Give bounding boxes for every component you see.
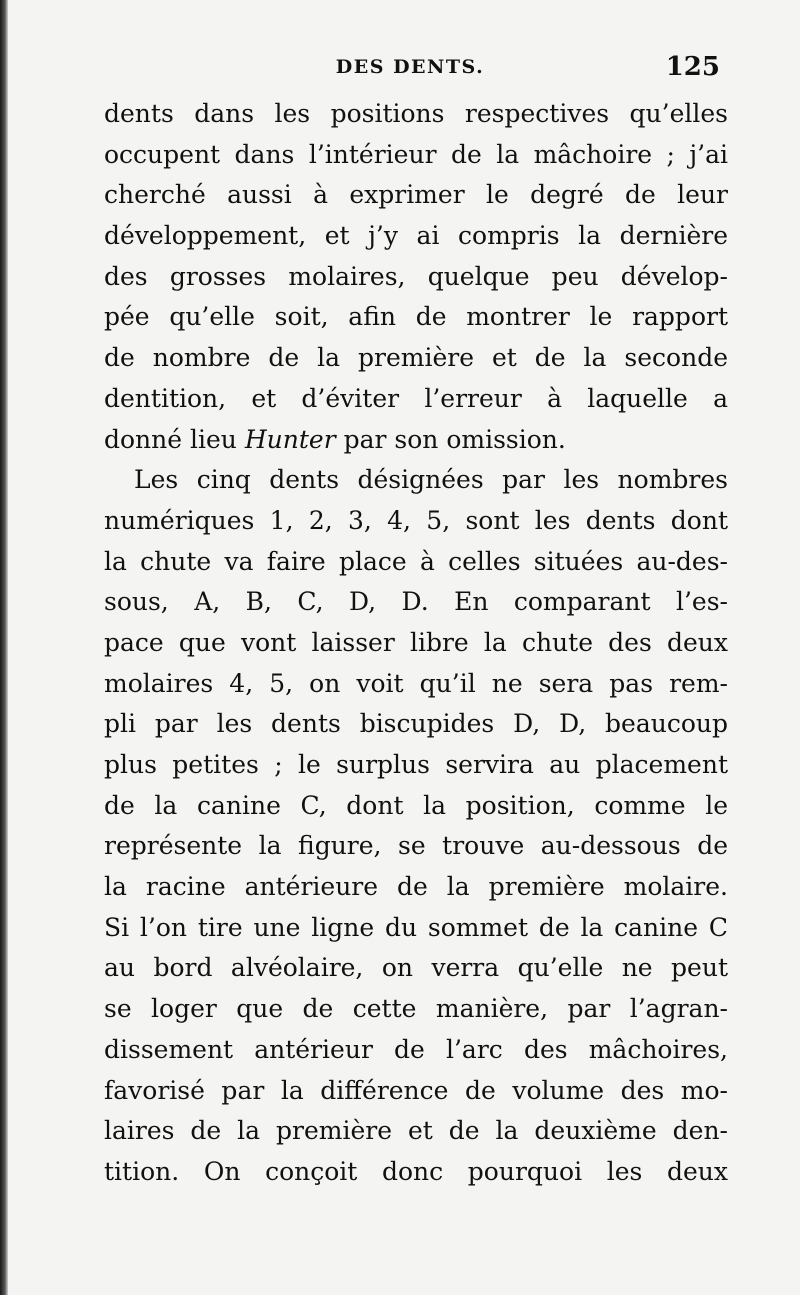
running-head: DES DENTS. [335, 56, 485, 78]
text-line: de la canine C, dont la position, comme le [104, 790, 728, 820]
text-line: favorisé par la différence de volume des mo- [104, 1075, 728, 1105]
text-line: tition. On conçoit donc pourquoi les deux [104, 1156, 728, 1186]
page-number: 125 [665, 52, 720, 82]
text-line: la racine antérieure de la première molaire. [104, 872, 728, 902]
text-line: occupent dans l’intérieur de la mâchoire ; j’ai [104, 139, 728, 169]
text-line: développement, et j’y ai compris la dernière [104, 221, 728, 251]
text-run: donné lieu [104, 424, 245, 454]
text-line: pée qu’elle soit, afin de montrer le rapport [104, 302, 728, 332]
text-line: plus petites ; le surplus servira au placement [104, 750, 728, 779]
text-line: dentition, et d’éviter l’erreur à laquelle a [104, 383, 728, 413]
text-line: Si l’on tire une ligne du sommet de la canine C [104, 912, 728, 942]
text-line: au bord alvéolaire, on verra qu’elle ne peut [104, 953, 728, 983]
text-run: par son omission. [335, 424, 566, 454]
text-line: numériques 1, 2, 3, 4, 5, sont les dents dont [104, 505, 728, 535]
text-line: pli par les dents biscupides D, D, beaucoup [104, 709, 728, 739]
text-line-last [104, 420, 728, 461]
text-line: dents dans les positions respectives qu’elles [104, 99, 728, 128]
text-line: de nombre de la première et de la seconde [104, 343, 728, 373]
text-line: dissement antérieur de l’arc des mâchoires, [104, 1034, 728, 1064]
text-line: représente la figure, se trouve au-dessous de [104, 831, 728, 861]
text-line: molaires 4, 5, on voit qu’il ne sera pas rem- [104, 668, 728, 698]
text-line: cherché aussi à exprimer le degré de leur [104, 180, 728, 210]
text-line: pace que vont laisser libre la chute des deux [104, 627, 728, 657]
text-line: Les cinq dents désignées par les nombres [134, 465, 728, 495]
body-text [104, 94, 728, 1193]
italic-name: Hunter [244, 424, 336, 454]
text-line: se loger que de cette manière, par l’agran- [104, 994, 728, 1024]
page-header [100, 52, 720, 92]
text-line: sous, A, B, C, D, D. En comparant l’es- [104, 587, 728, 617]
text-line: des grosses molaires, quelque peu dévelop- [104, 261, 728, 291]
text-line: la chute va faire place à celles situées au-des- [104, 546, 728, 576]
text-line: laires de la première et de la deuxième den- [104, 1116, 728, 1146]
